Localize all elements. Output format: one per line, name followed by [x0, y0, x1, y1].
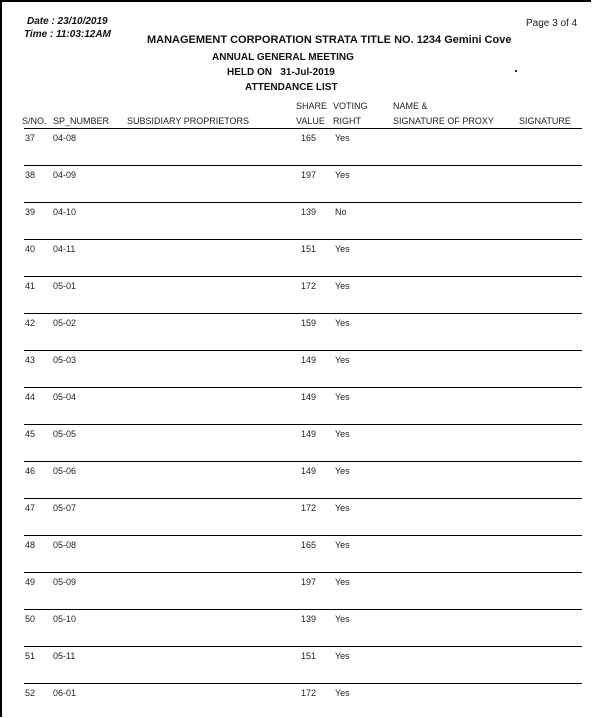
cell-sno: 51: [25, 651, 36, 661]
cell-voting-right: No: [335, 207, 347, 217]
cell-share-value: 165: [301, 133, 317, 143]
report-subtitle-meeting: ANNUAL GENERAL MEETING: [212, 52, 354, 63]
cell-share-value: 165: [301, 540, 317, 550]
row-separator: [24, 461, 582, 462]
cell-sno: 49: [25, 577, 36, 587]
cell-voting-right: Yes: [335, 429, 350, 439]
row-separator: [24, 202, 582, 203]
col-header-voting-top: VOTING: [333, 101, 368, 111]
col-header-signature: SIGNATURE: [519, 116, 571, 126]
cell-share-value: 149: [301, 466, 317, 476]
table-row: [2, 281, 592, 311]
cell-voting-right: Yes: [335, 133, 350, 143]
cell-share-value: 149: [301, 392, 317, 402]
cell-sno: 47: [25, 503, 36, 513]
cell-share-value: 139: [301, 207, 317, 217]
cell-sp-number: 04-09: [53, 170, 77, 180]
cell-voting-right: Yes: [335, 688, 350, 698]
cell-sp-number: 05-07: [53, 503, 77, 513]
row-separator: [24, 609, 582, 610]
col-header-sp-number: SP_NUMBER: [53, 116, 110, 126]
col-header-proxy-top: NAME &: [393, 101, 428, 111]
cell-sp-number: 05-10: [53, 614, 77, 624]
col-header-proprietors: SUBSIDIARY PROPRIETORS: [127, 116, 250, 126]
cell-sno: 38: [25, 170, 36, 180]
cell-sno: 50: [25, 614, 36, 624]
cell-share-value: 172: [301, 688, 317, 698]
report-subtitle-attendance: ATTENDANCE LIST: [245, 82, 338, 93]
report-subtitle-held-on: HELD ON 31-Jul-2019: [227, 67, 335, 78]
cell-sp-number: 04-10: [53, 207, 77, 217]
cell-voting-right: Yes: [335, 503, 350, 513]
cell-share-value: 197: [301, 170, 317, 180]
cell-share-value: 151: [301, 244, 317, 254]
col-header-share-bottom: VALUE: [296, 116, 325, 126]
cell-sno: 45: [25, 429, 36, 439]
cell-sno: 37: [25, 133, 36, 143]
table-row: [2, 466, 592, 496]
row-separator: [24, 535, 582, 536]
table-row: [2, 244, 592, 274]
cell-sno: 46: [25, 466, 36, 476]
col-header-voting-bottom: RIGHT: [333, 116, 361, 126]
cell-voting-right: Yes: [335, 651, 350, 661]
table-row: [2, 688, 592, 718]
row-separator: [24, 313, 582, 314]
cell-share-value: 159: [301, 318, 317, 328]
cell-share-value: 149: [301, 355, 317, 365]
col-header-proxy-bottom: SIGNATURE OF PROXY: [393, 116, 494, 126]
cell-sp-number: 04-11: [53, 244, 76, 254]
table-row: [2, 503, 592, 533]
cell-voting-right: Yes: [335, 244, 350, 254]
cell-share-value: 149: [301, 429, 317, 439]
cell-share-value: 139: [301, 614, 317, 624]
cell-sno: 52: [25, 688, 36, 698]
cell-sno: 41: [25, 281, 36, 291]
cell-share-value: 172: [301, 503, 317, 513]
col-header-share-top: SHARE: [296, 101, 328, 111]
cell-sp-number: 05-08: [53, 540, 77, 550]
cell-sp-number: 05-02: [53, 318, 77, 328]
row-separator: [24, 350, 582, 351]
cell-sp-number: 05-03: [53, 355, 77, 365]
page-number: Page 3 of 4: [526, 18, 578, 29]
cell-voting-right: Yes: [335, 466, 350, 476]
cell-sp-number: 06-01: [53, 688, 77, 698]
cell-sp-number: 05-04: [53, 392, 77, 402]
cell-sno: 42: [25, 318, 36, 328]
row-separator: [24, 239, 582, 240]
cell-sno: 44: [25, 392, 36, 402]
row-separator: [24, 498, 582, 499]
cell-sno: 40: [25, 244, 36, 254]
report-time: Time : 11:03:12AM: [24, 29, 111, 40]
table-row: [2, 170, 592, 200]
cell-sp-number: 05-05: [53, 429, 77, 439]
stray-dot: [515, 70, 517, 72]
table-row: [2, 614, 592, 644]
cell-voting-right: Yes: [335, 170, 350, 180]
table-row: [2, 651, 592, 681]
table-row: [2, 318, 592, 348]
table-row: [2, 355, 592, 385]
col-header-sno: S/NO.: [22, 116, 47, 126]
cell-share-value: 197: [301, 577, 317, 587]
cell-share-value: 172: [301, 281, 317, 291]
cell-sno: 43: [25, 355, 36, 365]
row-separator: [24, 683, 582, 684]
row-separator: [24, 572, 582, 573]
report-date: Date : 23/10/2019: [27, 16, 108, 27]
report-title: MANAGEMENT CORPORATION STRATA TITLE NO. 1234 Gemini Cove: [147, 34, 512, 46]
row-separator: [24, 165, 582, 166]
cell-voting-right: Yes: [335, 577, 350, 587]
cell-voting-right: Yes: [335, 540, 350, 550]
cell-voting-right: Yes: [335, 614, 350, 624]
table-row: [2, 207, 592, 237]
table-row: [2, 392, 592, 422]
cell-share-value: 151: [301, 651, 317, 661]
cell-sno: 39: [25, 207, 36, 217]
cell-sp-number: 05-09: [53, 577, 77, 587]
row-separator: [24, 424, 582, 425]
row-separator: [24, 387, 582, 388]
cell-voting-right: Yes: [335, 281, 350, 291]
cell-sno: 48: [25, 540, 36, 550]
row-separator: [24, 128, 582, 129]
cell-sp-number: 05-01: [53, 281, 77, 291]
cell-sp-number: 05-06: [53, 466, 77, 476]
table-row: [2, 577, 592, 607]
cell-voting-right: Yes: [335, 318, 350, 328]
cell-voting-right: Yes: [335, 392, 350, 402]
table-row: [2, 540, 592, 570]
table-row: [2, 133, 592, 163]
cell-voting-right: Yes: [335, 355, 350, 365]
row-separator: [24, 276, 582, 277]
cell-sp-number: 04-08: [53, 133, 77, 143]
row-separator: [24, 646, 582, 647]
cell-sp-number: 05-11: [53, 651, 76, 661]
table-row: [2, 429, 592, 459]
